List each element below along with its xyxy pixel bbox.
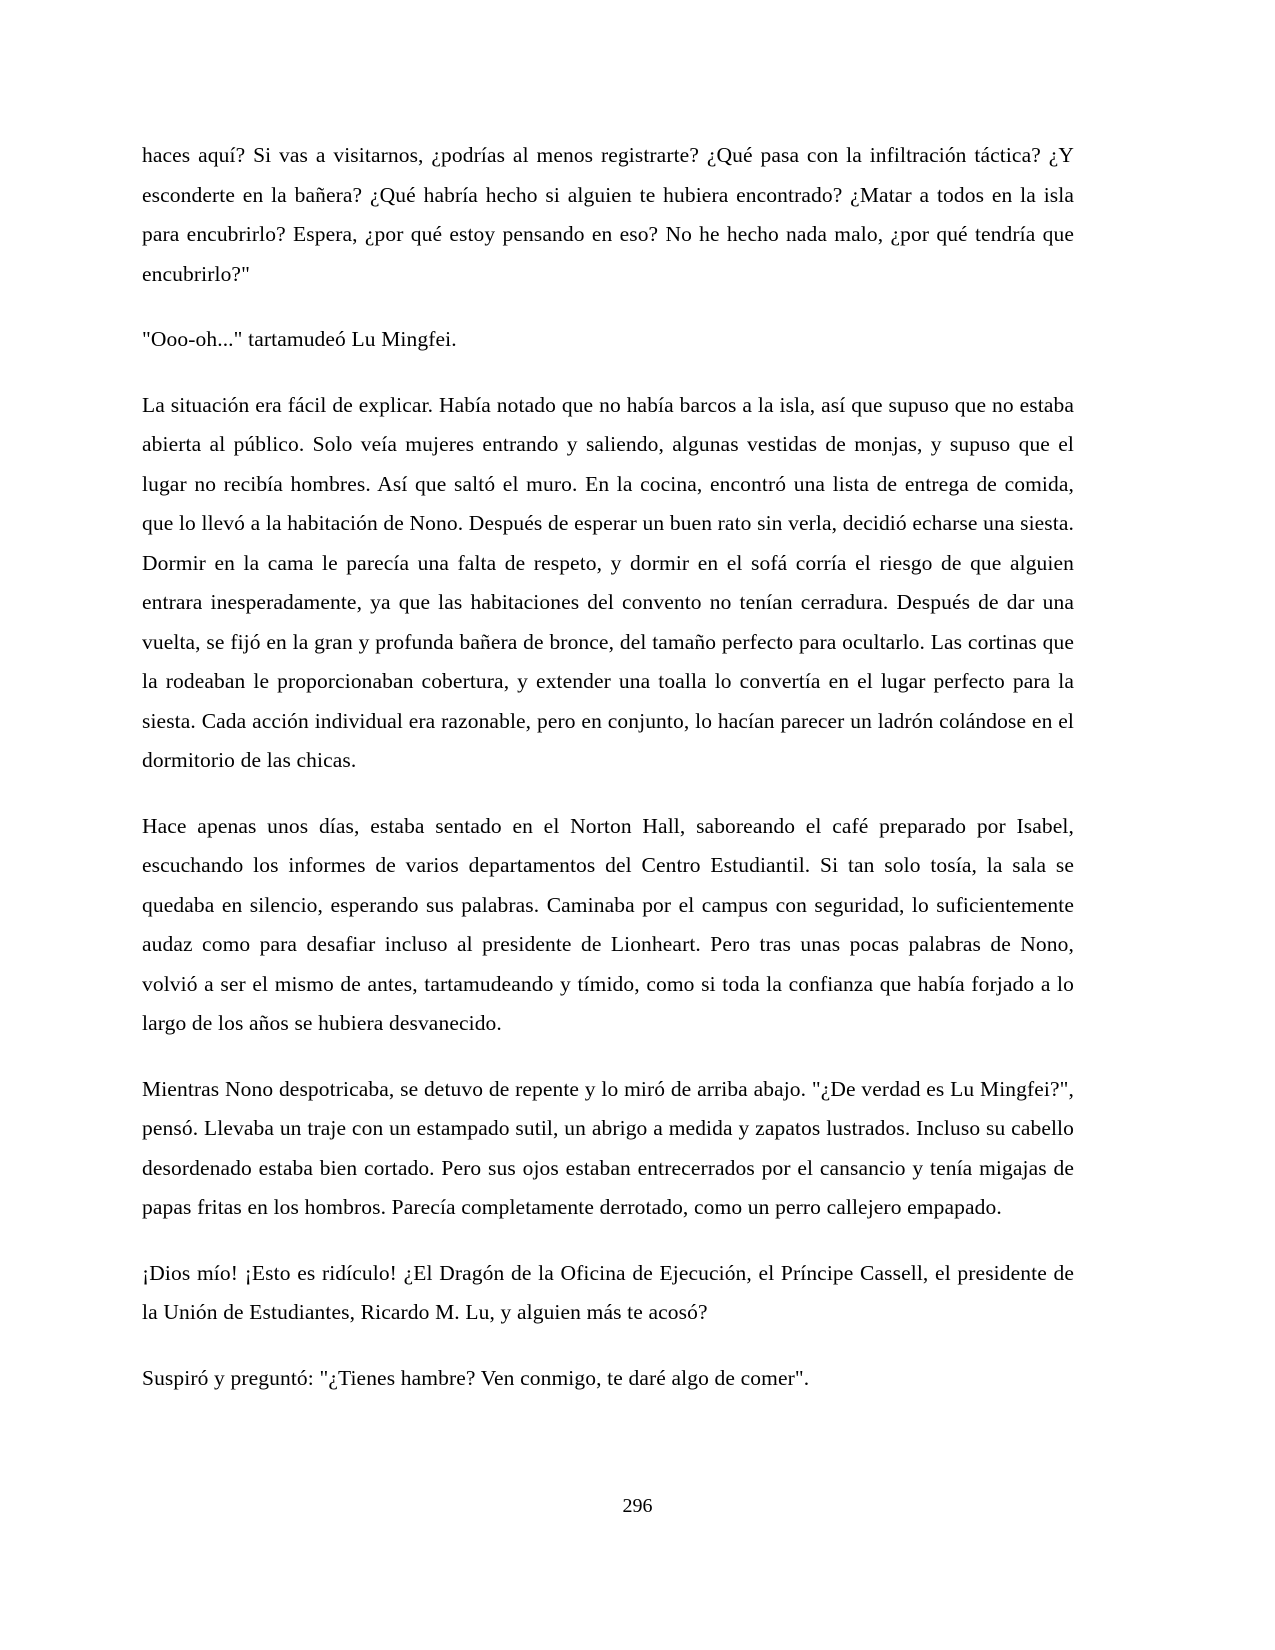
- paragraph-6: ¡Dios mío! ¡Esto es ridículo! ¿El Dragón de la Oficina de Ejecución, el Príncipe Cassell, el presidente de la Unión de Estudiantes, Ricardo M. Lu, y alguien más te acosó?: [142, 1260, 1074, 1324]
- paragraph-2: "Ooo-oh..." tartamudeó Lu Mingfei.: [142, 327, 457, 351]
- paragraph-4: Hace apenas unos días, estaba sentado en el Norton Hall, saboreando el café preparado por Isabel, escuchando los informes de varios departamentos del Centro Estudiantil. Si tan solo tosía, la sala se quedaba en silencio, esperando sus palabras. Caminaba por el campus con seguridad, lo suficientemente audaz como para desafiar incluso al presidente de Lionheart. Pero tras unas pocas palabras de Nono, volvió a ser el mismo de antes, tartamudeando y tímido, como si toda la confianza que había forjado a lo largo de los años se hubiera desvanecido.: [142, 813, 1074, 1035]
- page-body-text: [142, 136, 1074, 1398]
- page-number-footer: 296: [622, 1495, 653, 1517]
- paragraph-5: Mientras Nono despotricaba, se detuvo de repente y lo miró de arriba abajo. "¿De verdad es Lu Mingfei?", pensó. Llevaba un traje con un estampado sutil, un abrigo a medida y zapatos lustrados. Incluso su cabello desordenado estaba bien cortado. Pero sus ojos estaban entrecerrados por el cansancio y tenía migajas de papas fritas en los hombros. Parecía completamente derrotado, como un perro callejero empapado.: [142, 1076, 1074, 1219]
- paragraph-1: haces aquí? Si vas a visitarnos, ¿podrías al menos registrarte? ¿Qué pasa con la infiltración táctica? ¿Y esconderte en la bañera? ¿Qué habría hecho si alguien te hubiera encontrado? ¿Matar a todos en la isla para encubrirlo? Espera, ¿por qué estoy pensando en eso? No he hecho nada malo, ¿por qué tendría que encubrirlo?": [142, 143, 1074, 286]
- paragraph-7: Suspiró y preguntó: "¿Tienes hambre? Ven conmigo, te daré algo de comer".: [142, 1365, 810, 1390]
- paragraph-3: La situación era fácil de explicar. Había notado que no había barcos a la isla, así que supuso que no estaba abierta al público. Solo veía mujeres entrando y saliendo, algunas vestidas de monjas, y supuso que el lugar no recibía hombres. Así que saltó el muro. En la cocina, encontró una lista de entrega de comida, que lo llevó a la habitación de Nono. Después de esperar un buen rato sin verla, decidió echarse una siesta. Dormir en la cama le parecía una falta de respeto, y dormir en el sofá corría el riesgo de que alguien entrara inesperadamente, ya que las habitaciones del convento no tenían cerradura. Después de dar una vuelta, se fijó en la gran y profunda bañera de bronce, del tamaño perfecto para ocultarlo. Las cortinas que la rodeaban le proporcionaban cobertura, y extender una toalla lo convertía en el lugar perfecto para la siesta. Cada acción individual era razonable, pero en conjunto, lo hacían parecer un ladrón colándose en el dormitorio de las chicas.: [142, 392, 1074, 772]
